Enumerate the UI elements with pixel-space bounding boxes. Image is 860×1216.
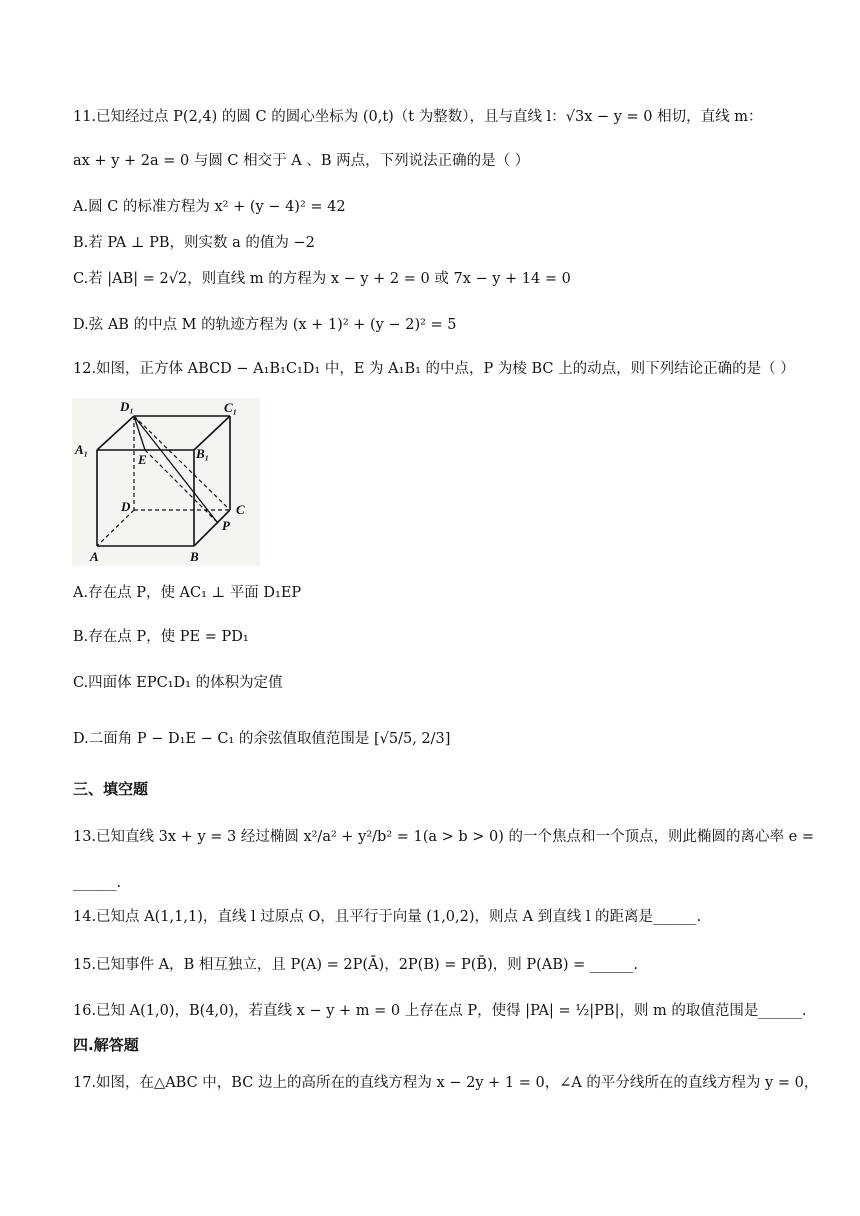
cube-figure <box>72 398 260 566</box>
q15: 15.已知事件 A，B 相互独立，且 P(A) = 2P(Ā)，2P(B) = P(B̄)，则 P(AB) = ______. <box>73 957 639 973</box>
label-d: D <box>121 499 131 514</box>
edge-a1d1 <box>97 416 134 450</box>
edge-b1c1 <box>194 416 230 450</box>
segment-d1p <box>134 416 217 522</box>
q11-option-b: B.若 PA ⊥ PB，则实数 a 的值为 −2 <box>73 235 315 251</box>
q12-option-d: D.二面角 P − D₁E − C₁ 的余弦值取值范围是 [√5/5, 2/3] <box>73 731 451 747</box>
q12-stem: 12.如图，正方体 ABCD − A₁B₁C₁D₁ 中，E 为 A₁B₁ 的中点，P 为棱 BC 上的动点，则下列结论正确的是（ ） <box>73 361 795 377</box>
q12-option-a: A.存在点 P，使 AC₁ ⊥ 平面 D₁EP <box>73 585 302 601</box>
label-p: P <box>222 518 230 533</box>
q11-option-d: D.弦 AB 的中点 M 的轨迹方程为 (x + 1)² + (y − 2)² = 5 <box>73 317 457 333</box>
label-b: B <box>190 549 199 564</box>
q13-line2: ______. <box>73 875 122 891</box>
q11-option-c: C.若 |AB| = 2√2，则直线 m 的方程为 x − y + 2 = 0 或 7x − y + 14 = 0 <box>73 271 571 287</box>
label-d1: D₁ <box>120 399 134 414</box>
q14: 14.已知点 A(1,1,1)，直线 l 过原点 O，且平行于向量 (1,0,2)，则点 A 到直线 l 的距离是______. <box>73 909 702 925</box>
label-c1: C₁ <box>224 400 238 415</box>
q12-option-b: B.存在点 P，使 PE = PD₁ <box>73 629 249 645</box>
q17: 17.如图，在△ABC 中，BC 边上的高所在的直线方程为 x − 2y + 1 = 0，∠A 的平分线所在的直线方程为 y = 0， <box>73 1075 819 1091</box>
label-c: C <box>236 502 245 517</box>
q12-option-c: C.四面体 EPC₁D₁ 的体积为定值 <box>73 675 283 691</box>
label-a: A <box>90 549 99 564</box>
q11-stem-line1: 11.已知经过点 P(2,4) 的圆 C 的圆心坐标为 (0,t)（t 为整数），且与直线 l：√3x − y = 0 相切，直线 m： <box>73 109 763 125</box>
label-b1: B₁ <box>196 446 210 461</box>
edge-da-hidden <box>97 510 134 546</box>
cube-diagram <box>72 398 260 566</box>
label-a1: A₁ <box>75 442 89 457</box>
label-e: E <box>138 452 147 467</box>
q16: 16.已知 A(1,0)，B(4,0)，若直线 x − y + m = 0 上存在点 P，使得 |PA| = ½|PB|，则 m 的取值范围是______. <box>73 1003 807 1019</box>
q13-line1: 13.已知直线 3x + y = 3 经过椭圆 x²/a² + y²/b² = 1(a > b > 0) 的一个焦点和一个顶点，则此椭圆的离心率 e = <box>73 829 814 845</box>
q11-stem-line2: ax + y + 2a = 0 与圆 C 相交于 A 、B 两点，下列说法正确的是（ ） <box>73 153 530 169</box>
section4-heading: 四.解答题 <box>73 1036 139 1054</box>
q11-option-a: A.圆 C 的标准方程为 x² + (y − 4)² = 42 <box>73 199 346 215</box>
section3-heading: 三、填空题 <box>73 780 149 798</box>
